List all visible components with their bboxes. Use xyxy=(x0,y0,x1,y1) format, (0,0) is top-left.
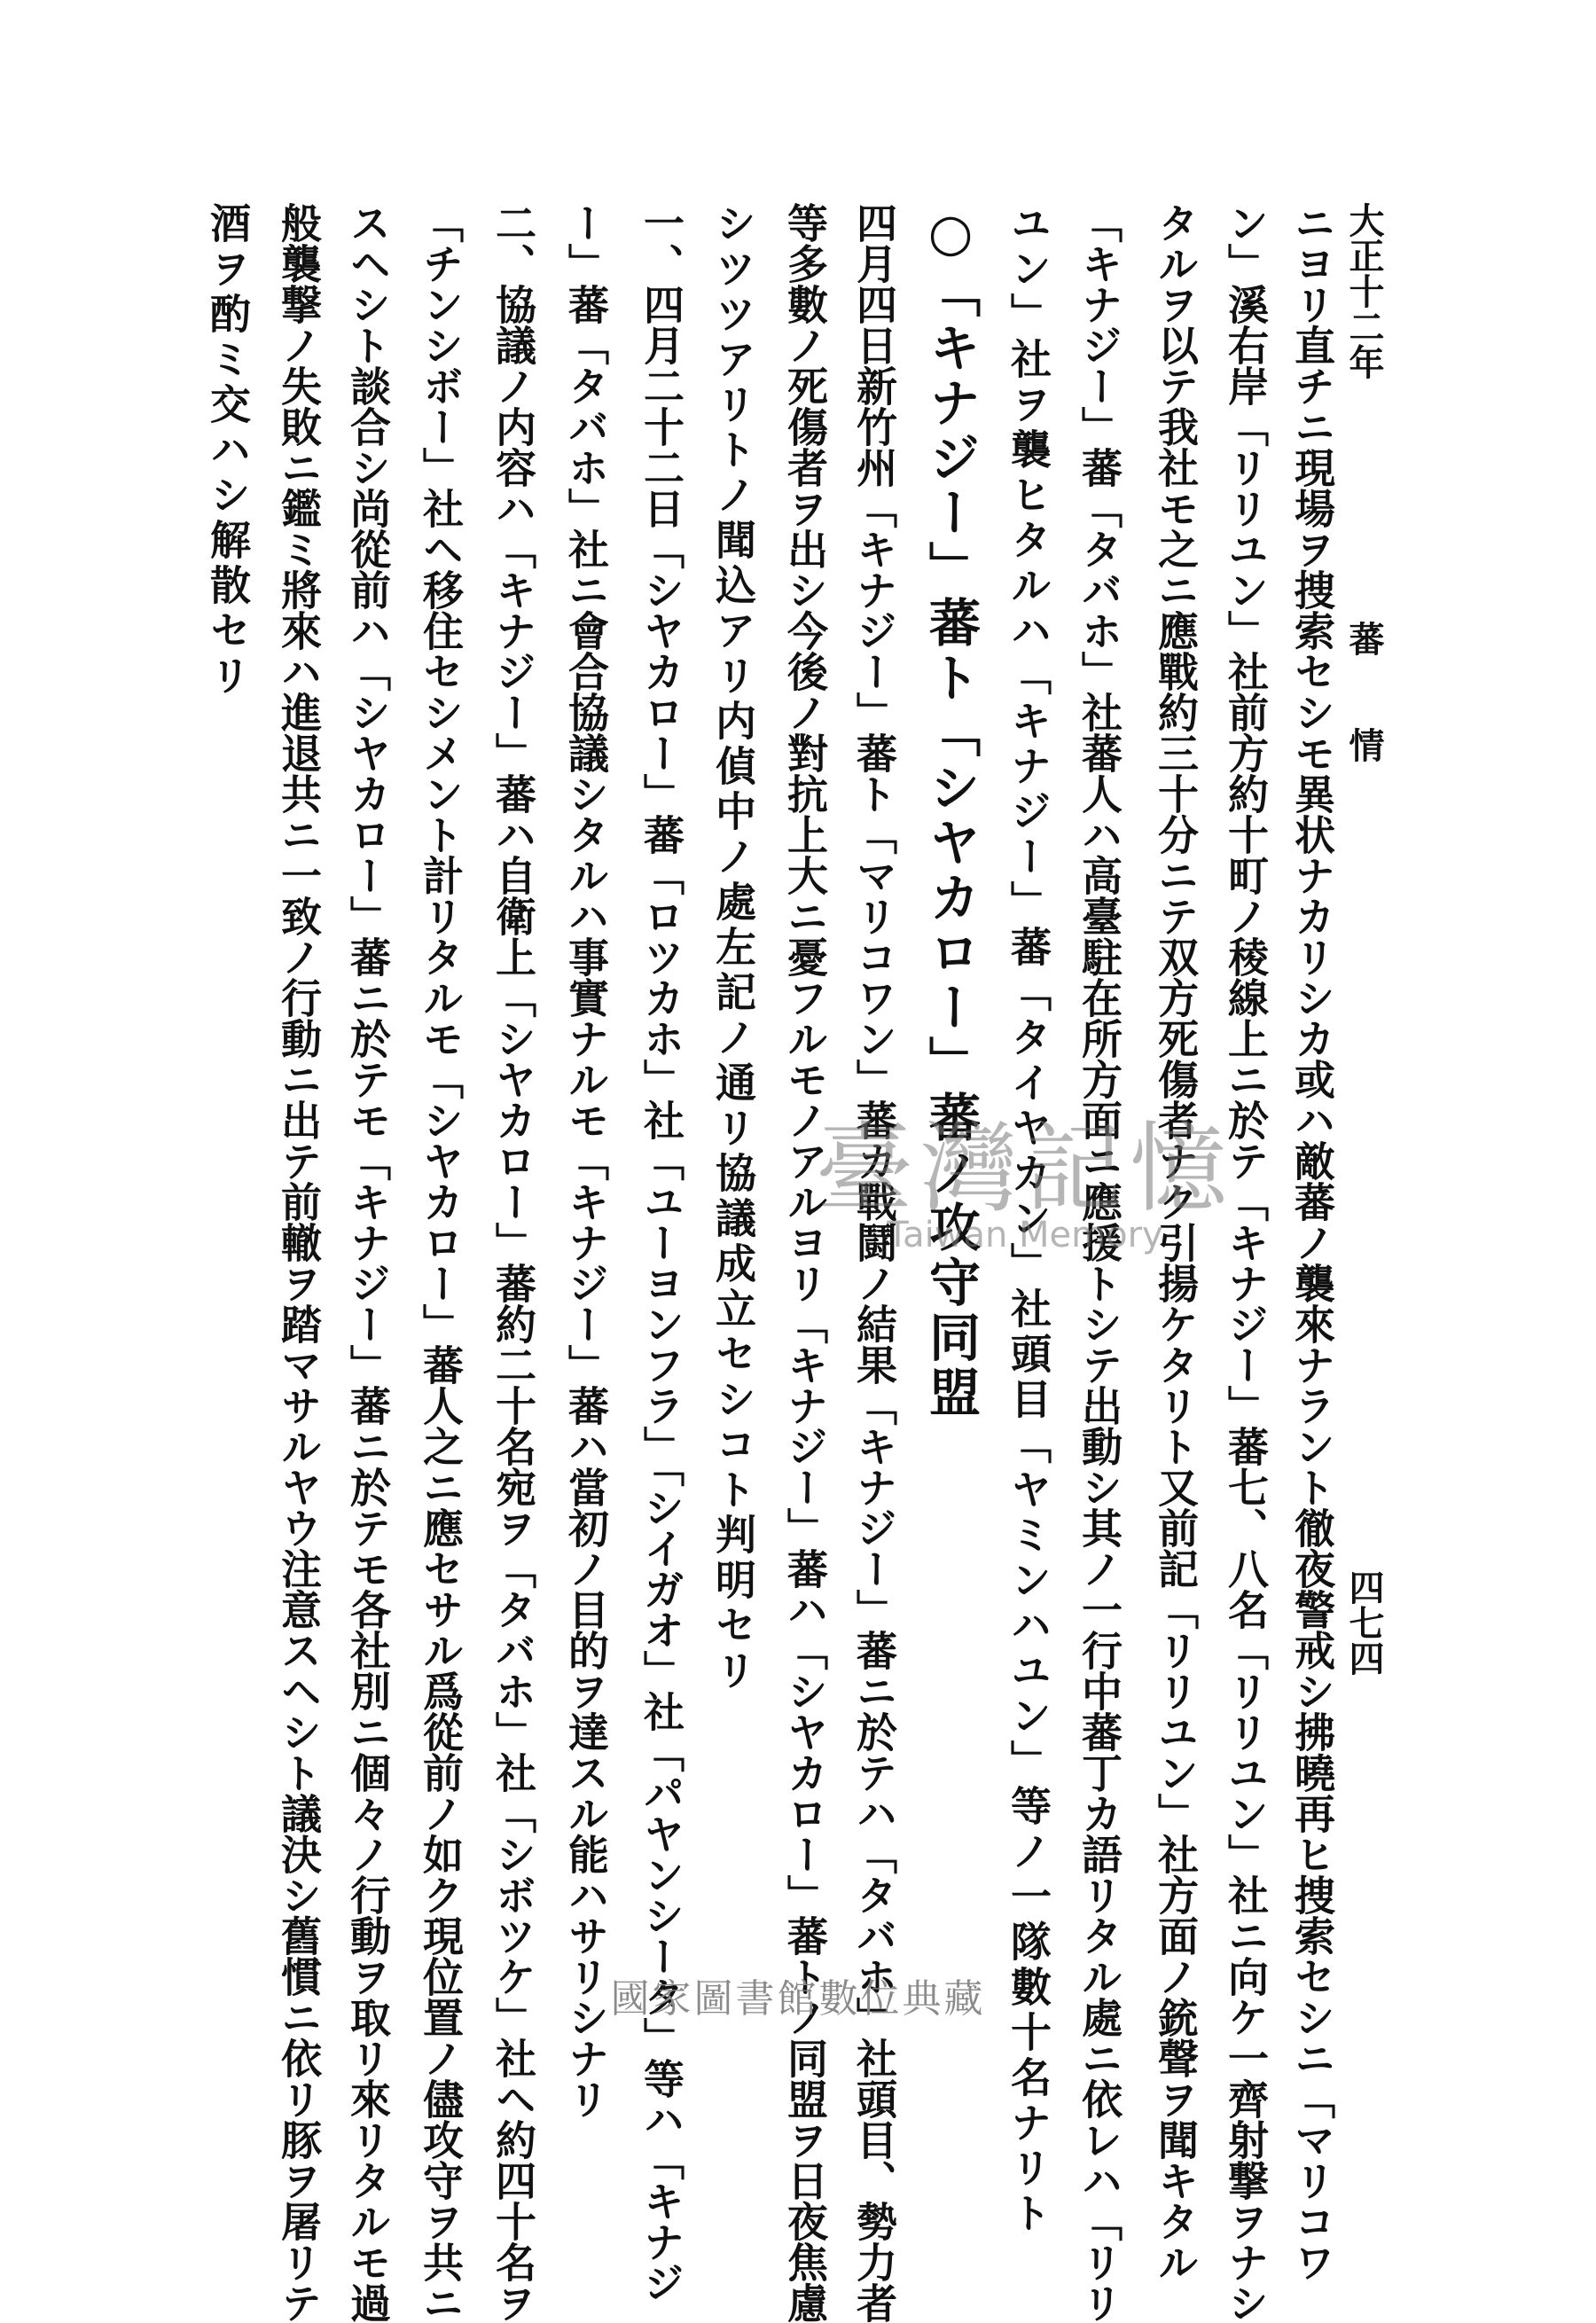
text-column: シツツアリトノ聞込アリ内偵中ノ處左記ノ通リ協議成立セシコト判明セリ xyxy=(709,202,757,1694)
text-column: 四月四日新竹州「キナジー」蕃ト「マリコワン」蕃カ戰鬪ノ結果「キナジー」蕃ニ於テハ「タバホ」社頭目、勢力者 xyxy=(850,202,898,2323)
text-column: 等多數ノ死傷者ヲ出シ今後ノ對抗上大ニ憂フルモノアルヨリ「キナジー」蕃ハ「シヤカロー」蕃トノ同盟ヲ日夜焦慮 xyxy=(781,202,829,2323)
watermark-sub: Taiwan Memory xyxy=(887,1215,1163,1255)
section-heading: ○「キナジー」蕃ト「シヤカロー」蕃ノ攻守同盟 xyxy=(920,202,981,1420)
page-number: 四七四 xyxy=(1343,1569,1385,1676)
text-column: 酒ヲ酌ミ交ハシ解散セリ xyxy=(204,202,252,700)
text-column: スヘシト談合シ尚從前ハ「シヤカロー」蕃ニ於テモ「キナジー」蕃ニ於テモ各社別ニ個々ノ行動ヲ取リ來リタルモ過 xyxy=(344,202,392,2323)
text-column: タルヲ以テ我社モ之ニ應戰約三十分ニテ双方死傷者ナク引揚ケタリト又前記「リリユン」社方面ノ銃聲ヲ聞キタル xyxy=(1152,202,1200,2282)
running-header-section: 蕃 情 xyxy=(1343,621,1385,780)
text-column: 般襲撃ノ失敗ニ鑑ミ將來ハ進退共ニ一致ノ行動ニ出テ前轍ヲ踏マサルヤウ注意スヘシト議決シ舊慣ニ依リ豚ヲ屠リテ xyxy=(275,202,323,2323)
text-column: ー」蕃「タバホ」社ニ會合協議シタルハ事實ナルモ「キナジー」蕃ハ當初ノ目的ヲ達スル能ハサリシナリ xyxy=(562,202,610,2119)
watermark-main: 臺灣記憶 xyxy=(816,1112,1234,1225)
running-header-title: 大正十二年 xyxy=(1343,202,1385,379)
text-column: 一、四月二十二日「シヤカロー」蕃「ロツカホ」社「ユーヨンフラ」「シイガオ」社「パヤンシータ」等ハ「キナジ xyxy=(638,202,685,2303)
text-column: 「チンシボー」社ヘ移住セシメント計リタルモ「シヤカロー」蕃人之ニ應セサル爲從前ノ如ク現位置ノ儘攻守ヲ共ニ xyxy=(417,202,465,2323)
text-column: ユン」社ヲ襲ヒタルハ「キナジー」蕃「タイヤカン」社頭目「ヤミンハユン」等ノ一隊數十名ナリト xyxy=(1005,202,1052,2237)
text-column: ニヨリ直チニ現場ヲ捜索セシモ異状ナカリシカ或ハ敵蕃ノ襲來ナラント徹夜警戒シ拂曉再ヒ捜索セシニ「マリコワ xyxy=(1288,202,1336,2282)
text-column: ン」溪右岸「リリユン」社前方約十町ノ稜線上ニ於テ「キナジー」蕃七、八名「リリユン」社ニ向ケ一齊射撃ヲナシ xyxy=(1222,202,1270,2323)
text-column: 「キナジー」蕃「タバホ」社蕃人ハ高臺駐在所方面ニ應援トシテ出動シ其ノ一行中蕃丁カ語リタル處ニ依レハ「リリ xyxy=(1076,202,1123,2323)
footer-credit: 國家圖書館數位典藏 xyxy=(610,1976,986,2022)
text-column: 二、協議ノ内容ハ「キナジー」蕃ハ自衛上「シヤカロー」蕃約二十名宛ヲ「タバホ」社「シボツケ」社ヘ約四十名ヲ xyxy=(489,202,537,2323)
